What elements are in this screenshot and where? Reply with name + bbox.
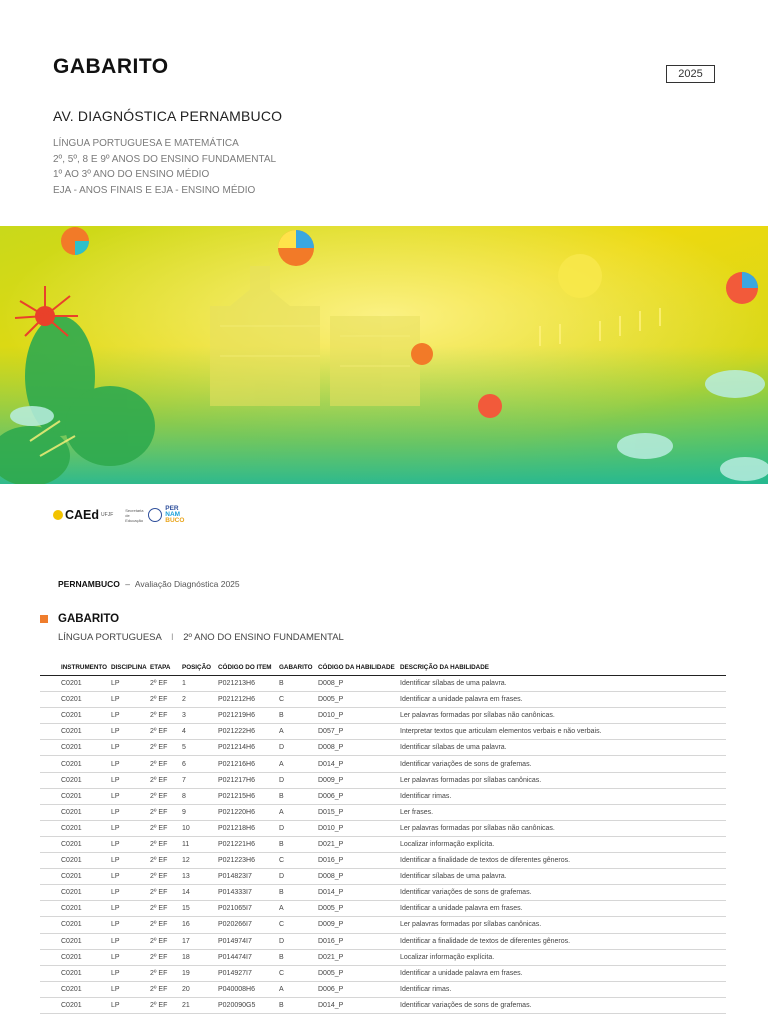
table-cell: Identificar a unidade palavra em frases. bbox=[400, 965, 726, 981]
table-cell: 3 bbox=[182, 708, 218, 724]
table-cell: D021_P bbox=[318, 949, 400, 965]
table-cell: D006_P bbox=[318, 788, 400, 804]
table-cell: Identificar variações de sons de grafemas. bbox=[400, 756, 726, 772]
table-cell: 2º EF bbox=[150, 885, 182, 901]
table-cell: Identificar sílabas de uma palavra. bbox=[400, 676, 726, 692]
table-cell: C0201 bbox=[40, 724, 111, 740]
table-row bbox=[40, 997, 726, 1013]
table-cell: P021212H6 bbox=[218, 692, 279, 708]
table-cell: D005_P bbox=[318, 901, 400, 917]
table-cell: A bbox=[279, 901, 318, 917]
table-row bbox=[40, 772, 726, 788]
table-cell: LP bbox=[111, 692, 150, 708]
table-cell: LP bbox=[111, 853, 150, 869]
table-cell: A bbox=[279, 724, 318, 740]
table-cell: LP bbox=[111, 869, 150, 885]
table-row bbox=[40, 933, 726, 949]
table-cell: Identificar variações de sons de grafemas. bbox=[400, 885, 726, 901]
cover-description bbox=[53, 136, 276, 198]
table-cell: LP bbox=[111, 804, 150, 820]
table-cell: Identificar sílabas de uma palavra. bbox=[400, 740, 726, 756]
table-cell: C0201 bbox=[40, 740, 111, 756]
table-cell: 2º EF bbox=[150, 949, 182, 965]
table-row bbox=[40, 981, 726, 997]
table-cell: A bbox=[279, 804, 318, 820]
table-cell: Identificar a unidade palavra em frases. bbox=[400, 901, 726, 917]
table-cell: C0201 bbox=[40, 853, 111, 869]
table-cell: B bbox=[279, 997, 318, 1013]
table-cell: LP bbox=[111, 756, 150, 772]
caed-logo-text: CAEd bbox=[65, 508, 100, 522]
table-cell: Ler palavras formadas por sílabas canônicas. bbox=[400, 772, 726, 788]
column-header: CÓDIGO DA HABILIDADE bbox=[318, 660, 400, 676]
table-cell: LP bbox=[111, 836, 150, 852]
table-cell: LP bbox=[111, 917, 150, 933]
table-cell: Localizar informação explícita. bbox=[400, 836, 726, 852]
table-cell: D bbox=[279, 772, 318, 788]
running-head-state: PERNAMBUCO bbox=[58, 579, 120, 589]
section-separator: I bbox=[170, 632, 174, 643]
table-cell: D009_P bbox=[318, 772, 400, 788]
table-cell: C0201 bbox=[40, 692, 111, 708]
caed-sun-icon bbox=[53, 510, 63, 520]
cover-line: 1º AO 3º ANO DO ENSINO MÉDIO bbox=[53, 169, 210, 180]
section-title: GABARITO bbox=[58, 613, 120, 625]
table-cell: Interpretar textos que articulam elementos verbais e não verbais. bbox=[400, 724, 726, 740]
table-cell: C0201 bbox=[40, 772, 111, 788]
table-cell: 18 bbox=[182, 949, 218, 965]
table-cell: C0201 bbox=[40, 756, 111, 772]
table-cell: LP bbox=[111, 949, 150, 965]
table-cell: 2º EF bbox=[150, 820, 182, 836]
table-cell: D bbox=[279, 869, 318, 885]
table-cell: 6 bbox=[182, 756, 218, 772]
table-cell: D057_P bbox=[318, 724, 400, 740]
table-row bbox=[40, 820, 726, 836]
table-cell: 2º EF bbox=[150, 692, 182, 708]
table-cell: C bbox=[279, 692, 318, 708]
table-cell: LP bbox=[111, 724, 150, 740]
table-cell: B bbox=[279, 708, 318, 724]
table-cell: B bbox=[279, 788, 318, 804]
table-cell: P014474I7 bbox=[218, 949, 279, 965]
table-cell: 11 bbox=[182, 836, 218, 852]
table-cell: 16 bbox=[182, 917, 218, 933]
table-row bbox=[40, 724, 726, 740]
table-cell: 2º EF bbox=[150, 869, 182, 885]
answer-key-table bbox=[40, 660, 726, 1014]
table-cell: D008_P bbox=[318, 676, 400, 692]
table-cell: 13 bbox=[182, 869, 218, 885]
table-cell: P021220H6 bbox=[218, 804, 279, 820]
table-cell: C bbox=[279, 917, 318, 933]
running-head-separator: – bbox=[125, 579, 130, 589]
table-cell: 2º EF bbox=[150, 740, 182, 756]
table-cell: P021218H6 bbox=[218, 820, 279, 836]
table-cell: LP bbox=[111, 772, 150, 788]
section-grade: 2º ANO DO ENSINO FUNDAMENTAL bbox=[183, 632, 344, 643]
column-header: DISCIPLINA bbox=[111, 660, 150, 676]
table-cell: D014_P bbox=[318, 997, 400, 1013]
table-cell: 2º EF bbox=[150, 997, 182, 1013]
table-cell: C0201 bbox=[40, 981, 111, 997]
section-marker-icon bbox=[40, 615, 48, 623]
table-cell: Ler palavras formadas por sílabas não canônicas. bbox=[400, 820, 726, 836]
table-row bbox=[40, 740, 726, 756]
table-cell: 17 bbox=[182, 933, 218, 949]
table-cell: D008_P bbox=[318, 740, 400, 756]
table-cell: P020266I7 bbox=[218, 917, 279, 933]
table-cell: 21 bbox=[182, 997, 218, 1013]
table-cell: Identificar sílabas de uma palavra. bbox=[400, 869, 726, 885]
table-cell: P021215H6 bbox=[218, 788, 279, 804]
pernambuco-wordmark bbox=[165, 506, 184, 524]
table-cell: LP bbox=[111, 997, 150, 1013]
table-cell: LP bbox=[111, 901, 150, 917]
table-row bbox=[40, 885, 726, 901]
pernambuco-wordmark-line: BUCO bbox=[165, 517, 185, 524]
secretaria-label: Secretaria de Educação bbox=[125, 507, 144, 523]
table-cell: P014823I7 bbox=[218, 869, 279, 885]
table-cell: LP bbox=[111, 740, 150, 756]
table-cell: C0201 bbox=[40, 933, 111, 949]
table-cell: P021221H6 bbox=[218, 836, 279, 852]
table-cell: P021214H6 bbox=[218, 740, 279, 756]
table-cell: B bbox=[279, 885, 318, 901]
table-cell: Identificar a finalidade de textos de diferentes gêneros. bbox=[400, 853, 726, 869]
pernambuco-wordmark-line: NAM bbox=[165, 511, 181, 518]
table-cell: 2º EF bbox=[150, 836, 182, 852]
section-discipline: LÍNGUA PORTUGUESA bbox=[58, 632, 162, 643]
table-cell: 2º EF bbox=[150, 965, 182, 981]
table-cell: 2º EF bbox=[150, 676, 182, 692]
section-heading bbox=[40, 613, 119, 625]
table-cell: P021213H6 bbox=[218, 676, 279, 692]
table-cell: D021_P bbox=[318, 836, 400, 852]
table-cell: 2 bbox=[182, 692, 218, 708]
table-cell: C bbox=[279, 965, 318, 981]
table-cell: D bbox=[279, 820, 318, 836]
table-cell: 2º EF bbox=[150, 853, 182, 869]
column-header: CÓDIGO DO ITEM bbox=[218, 660, 279, 676]
table-row bbox=[40, 965, 726, 981]
table-cell: LP bbox=[111, 981, 150, 997]
table-cell: P020090G5 bbox=[218, 997, 279, 1013]
table-cell: P021222H6 bbox=[218, 724, 279, 740]
cover-subtitle: AV. DIAGNÓSTICA PERNAMBUCO bbox=[53, 108, 283, 124]
table-cell: 2º EF bbox=[150, 933, 182, 949]
table-cell: LP bbox=[111, 820, 150, 836]
table-cell: LP bbox=[111, 788, 150, 804]
table-cell: 2º EF bbox=[150, 981, 182, 997]
table-cell: B bbox=[279, 949, 318, 965]
table-cell: D010_P bbox=[318, 708, 400, 724]
table-cell: B bbox=[279, 676, 318, 692]
table-cell: 9 bbox=[182, 804, 218, 820]
table-cell: A bbox=[279, 981, 318, 997]
table-cell: Identificar a unidade palavra em frases. bbox=[400, 692, 726, 708]
table-cell: P014927I7 bbox=[218, 965, 279, 981]
table-cell: Identificar a finalidade de textos de diferentes gêneros. bbox=[400, 933, 726, 949]
table-cell: P021216H6 bbox=[218, 756, 279, 772]
table-cell: D bbox=[279, 933, 318, 949]
cover-banner-image bbox=[0, 226, 768, 484]
caed-logo bbox=[53, 508, 113, 522]
table-cell: 4 bbox=[182, 724, 218, 740]
table-cell: 1 bbox=[182, 676, 218, 692]
table-cell: 2º EF bbox=[150, 772, 182, 788]
table-cell: Ler frases. bbox=[400, 804, 726, 820]
caed-logo-small: UFJF bbox=[101, 512, 114, 518]
table-cell: D016_P bbox=[318, 933, 400, 949]
table-cell: LP bbox=[111, 965, 150, 981]
cover-title: GABARITO bbox=[53, 55, 169, 78]
table-cell: C0201 bbox=[40, 788, 111, 804]
table-cell: P040008H6 bbox=[218, 981, 279, 997]
table-cell: 7 bbox=[182, 772, 218, 788]
table-cell: C0201 bbox=[40, 997, 111, 1013]
section-subheading bbox=[58, 632, 344, 643]
table-cell: D015_P bbox=[318, 804, 400, 820]
column-header: INSTRUMENTO bbox=[40, 660, 111, 676]
table-cell: P021217H6 bbox=[218, 772, 279, 788]
table-cell: 20 bbox=[182, 981, 218, 997]
table-cell: P021223H6 bbox=[218, 853, 279, 869]
table-row bbox=[40, 853, 726, 869]
table-cell: P014974I7 bbox=[218, 933, 279, 949]
table-cell: D014_P bbox=[318, 756, 400, 772]
state-seal-icon bbox=[148, 508, 162, 522]
table-cell: Localizar informação explícita. bbox=[400, 949, 726, 965]
column-header: GABARITO bbox=[279, 660, 318, 676]
table-row bbox=[40, 836, 726, 852]
table-row bbox=[40, 949, 726, 965]
table-cell: C0201 bbox=[40, 965, 111, 981]
pernambuco-wordmark-line: PER bbox=[165, 505, 179, 512]
table-cell: 12 bbox=[182, 853, 218, 869]
table-row bbox=[40, 901, 726, 917]
table-row bbox=[40, 692, 726, 708]
table-row bbox=[40, 788, 726, 804]
table-cell: 10 bbox=[182, 820, 218, 836]
table-cell: 19 bbox=[182, 965, 218, 981]
table-cell: Identificar variações de sons de grafemas. bbox=[400, 997, 726, 1013]
running-head bbox=[58, 579, 240, 589]
cover-line: 2º, 5º, 8 E 9º ANOS DO ENSINO FUNDAMENTAL bbox=[53, 153, 277, 165]
table-cell: 2º EF bbox=[150, 756, 182, 772]
table-cell: P021065I7 bbox=[218, 901, 279, 917]
table-cell: 14 bbox=[182, 885, 218, 901]
table-cell: C0201 bbox=[40, 708, 111, 724]
table-body bbox=[40, 676, 726, 1014]
table-cell: LP bbox=[111, 885, 150, 901]
table-cell: C0201 bbox=[40, 869, 111, 885]
column-header: POSIÇÃO bbox=[182, 660, 218, 676]
table-cell: 2º EF bbox=[150, 708, 182, 724]
table-cell: Ler palavras formadas por sílabas não canônicas. bbox=[400, 708, 726, 724]
table-header-row bbox=[40, 660, 726, 676]
table-cell: D016_P bbox=[318, 853, 400, 869]
table-cell: P021219H6 bbox=[218, 708, 279, 724]
table-cell: D014_P bbox=[318, 885, 400, 901]
table-cell: P014333I7 bbox=[218, 885, 279, 901]
table-cell: Ler palavras formadas por sílabas canônicas. bbox=[400, 917, 726, 933]
banner-illustration bbox=[0, 226, 768, 484]
column-header: ETAPA bbox=[150, 660, 182, 676]
table-cell: 15 bbox=[182, 901, 218, 917]
table-cell: C0201 bbox=[40, 676, 111, 692]
table-cell: C0201 bbox=[40, 901, 111, 917]
table-cell: C0201 bbox=[40, 804, 111, 820]
year-badge: 2025 bbox=[666, 65, 715, 83]
cover-line: EJA - ANOS FINAIS E EJA - ENSINO MÉDIO bbox=[53, 184, 256, 196]
table-cell: D008_P bbox=[318, 869, 400, 885]
table-cell: C0201 bbox=[40, 949, 111, 965]
table-cell: 2º EF bbox=[150, 804, 182, 820]
pernambuco-government-logo bbox=[125, 506, 184, 524]
column-header: DESCRIÇÃO DA HABILIDADE bbox=[400, 660, 726, 676]
table-cell: C0201 bbox=[40, 836, 111, 852]
table-row bbox=[40, 804, 726, 820]
table-cell: LP bbox=[111, 676, 150, 692]
table-cell: D bbox=[279, 740, 318, 756]
running-head-text: Avaliação Diagnóstica 2025 bbox=[134, 579, 240, 589]
table-cell: Identificar rimas. bbox=[400, 788, 726, 804]
table-row bbox=[40, 676, 726, 692]
table-row bbox=[40, 917, 726, 933]
table-cell: 2º EF bbox=[150, 901, 182, 917]
table-cell: 2º EF bbox=[150, 917, 182, 933]
table-cell: D010_P bbox=[318, 820, 400, 836]
table-cell: LP bbox=[111, 933, 150, 949]
cover-line: LÍNGUA PORTUGUESA E MATEMÁTICA bbox=[53, 138, 239, 149]
table-cell: Identificar rimas. bbox=[400, 981, 726, 997]
table-cell: B bbox=[279, 836, 318, 852]
table-row bbox=[40, 869, 726, 885]
table-cell: A bbox=[279, 756, 318, 772]
table-cell: D005_P bbox=[318, 692, 400, 708]
table-row bbox=[40, 756, 726, 772]
table-cell: 2º EF bbox=[150, 788, 182, 804]
table-cell: D006_P bbox=[318, 981, 400, 997]
table-cell: C0201 bbox=[40, 885, 111, 901]
table-cell: C0201 bbox=[40, 820, 111, 836]
table-cell: 5 bbox=[182, 740, 218, 756]
table-cell: D005_P bbox=[318, 965, 400, 981]
table-cell: C0201 bbox=[40, 917, 111, 933]
table-cell: LP bbox=[111, 708, 150, 724]
table-row bbox=[40, 708, 726, 724]
table-cell: 2º EF bbox=[150, 724, 182, 740]
table-cell: D009_P bbox=[318, 917, 400, 933]
partner-logos bbox=[53, 503, 184, 527]
table-cell: 8 bbox=[182, 788, 218, 804]
table-cell: C bbox=[279, 853, 318, 869]
